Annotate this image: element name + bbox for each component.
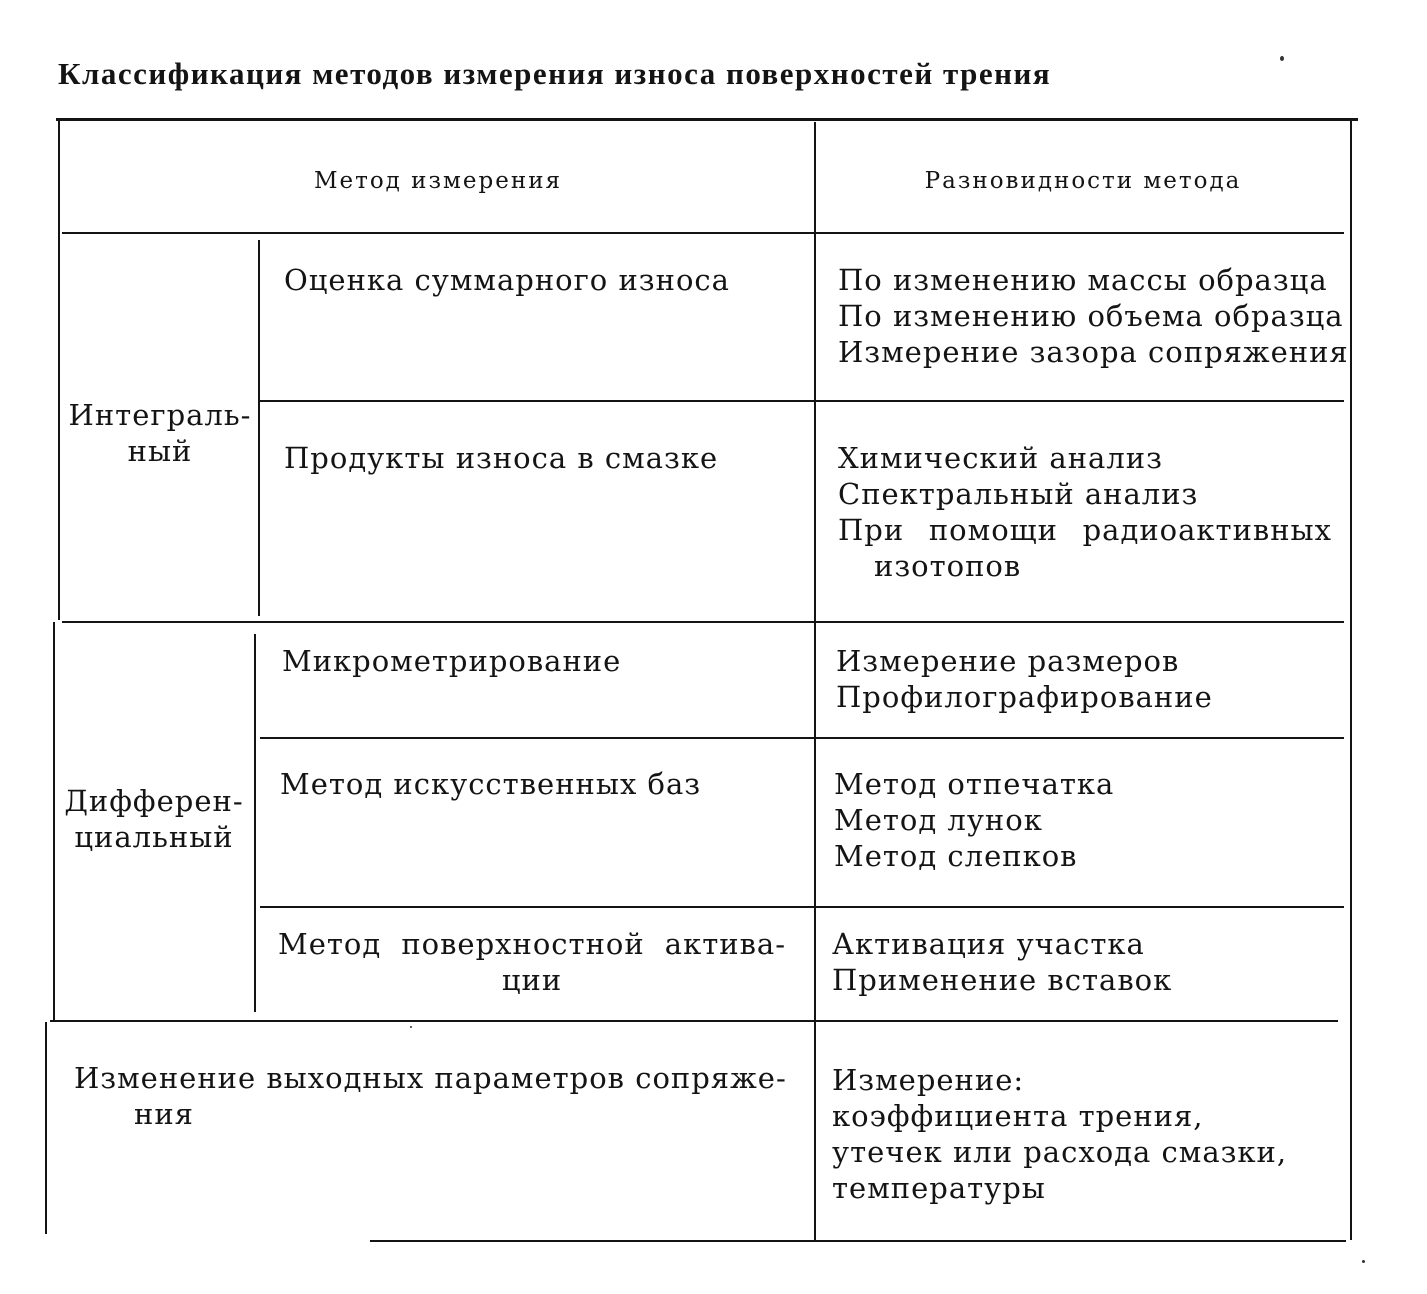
group-divider (62, 621, 1344, 623)
scan-speck (1280, 56, 1284, 61)
method-line: ния (134, 1097, 194, 1131)
method-line: ции (501, 963, 563, 997)
variety-line: Измерение зазора сопряжения (838, 335, 1349, 369)
variety-line: изотопов (874, 549, 1022, 583)
group-name-integral (62, 397, 258, 469)
variety-line: Применение вставок (832, 963, 1173, 997)
variety-line: утечек или расхода смазки, (832, 1135, 1288, 1169)
method-line: Метод поверхностной актива- (278, 927, 786, 961)
group-column-divider (254, 634, 256, 1012)
variety-line: При помощи радиоактивных (838, 513, 1332, 547)
varieties-cell (838, 262, 1349, 370)
varieties-cell (838, 440, 1332, 584)
table-left-border (58, 120, 60, 620)
table-left-border (45, 1022, 47, 1234)
group-name-line: циальный (74, 820, 234, 854)
scan-speck (410, 1026, 412, 1028)
variety-line: Метод лунок (834, 803, 1043, 837)
row-divider (260, 737, 1344, 739)
varieties-cell (834, 766, 1328, 874)
table-left-border (53, 622, 55, 1020)
row-divider (260, 400, 1344, 402)
method-cell (284, 440, 718, 476)
method-cell (280, 766, 701, 802)
varieties-cell (832, 926, 1326, 998)
page-title: Классификация методов измерения износа поверхностей трения (58, 56, 1052, 91)
header-method: Метод измерения (313, 168, 563, 194)
variety-line: Химический анализ (838, 441, 1163, 475)
variety-line: коэффициента трения, (832, 1099, 1204, 1133)
group-name-differential (56, 783, 252, 855)
method-cell (282, 643, 621, 679)
variety-line: Измерение размеров (836, 644, 1180, 678)
group-name-line: Дифферен- (64, 784, 244, 818)
variety-line: Метод слепков (834, 839, 1078, 873)
variety-line: температуры (832, 1171, 1046, 1205)
method-cell (278, 926, 786, 998)
scan-speck (1362, 1260, 1365, 1263)
table-right-border (1350, 120, 1352, 1240)
variety-line: По изменению массы образца (838, 263, 1328, 297)
variety-line: По изменению объема образца (838, 299, 1344, 333)
header-varieties: Разновидности метода (924, 168, 1242, 194)
group-column-divider (258, 240, 260, 616)
variety-line: Спектральный анализ (838, 477, 1199, 511)
method-line: Оценка суммарного износа (284, 263, 730, 297)
varieties-cell (832, 1062, 1326, 1206)
table-top-rule (56, 118, 1358, 121)
variety-line: Метод отпечатка (834, 767, 1115, 801)
group-name-line: Интеграль- (68, 398, 252, 432)
group-divider (50, 1020, 1338, 1022)
method-cell (284, 262, 730, 298)
group-name-line: ный (127, 434, 193, 468)
table-bottom-rule (370, 1240, 1346, 1242)
method-line: Изменение выходных параметров сопряже- (74, 1061, 787, 1095)
variety-line: Измерение: (832, 1063, 1025, 1097)
varieties-cell (836, 643, 1330, 715)
method-line: Метод искусственных баз (280, 767, 702, 801)
variety-line: Активация участка (832, 927, 1145, 961)
row-divider (260, 906, 1344, 908)
variety-line: Профилографирование (836, 680, 1213, 714)
method-cell (74, 1060, 787, 1132)
method-line: Микрометрирование (282, 644, 622, 678)
column-divider (814, 122, 816, 1240)
header-bottom-rule (62, 232, 1344, 234)
method-line: Продукты износа в смазке (284, 441, 719, 475)
